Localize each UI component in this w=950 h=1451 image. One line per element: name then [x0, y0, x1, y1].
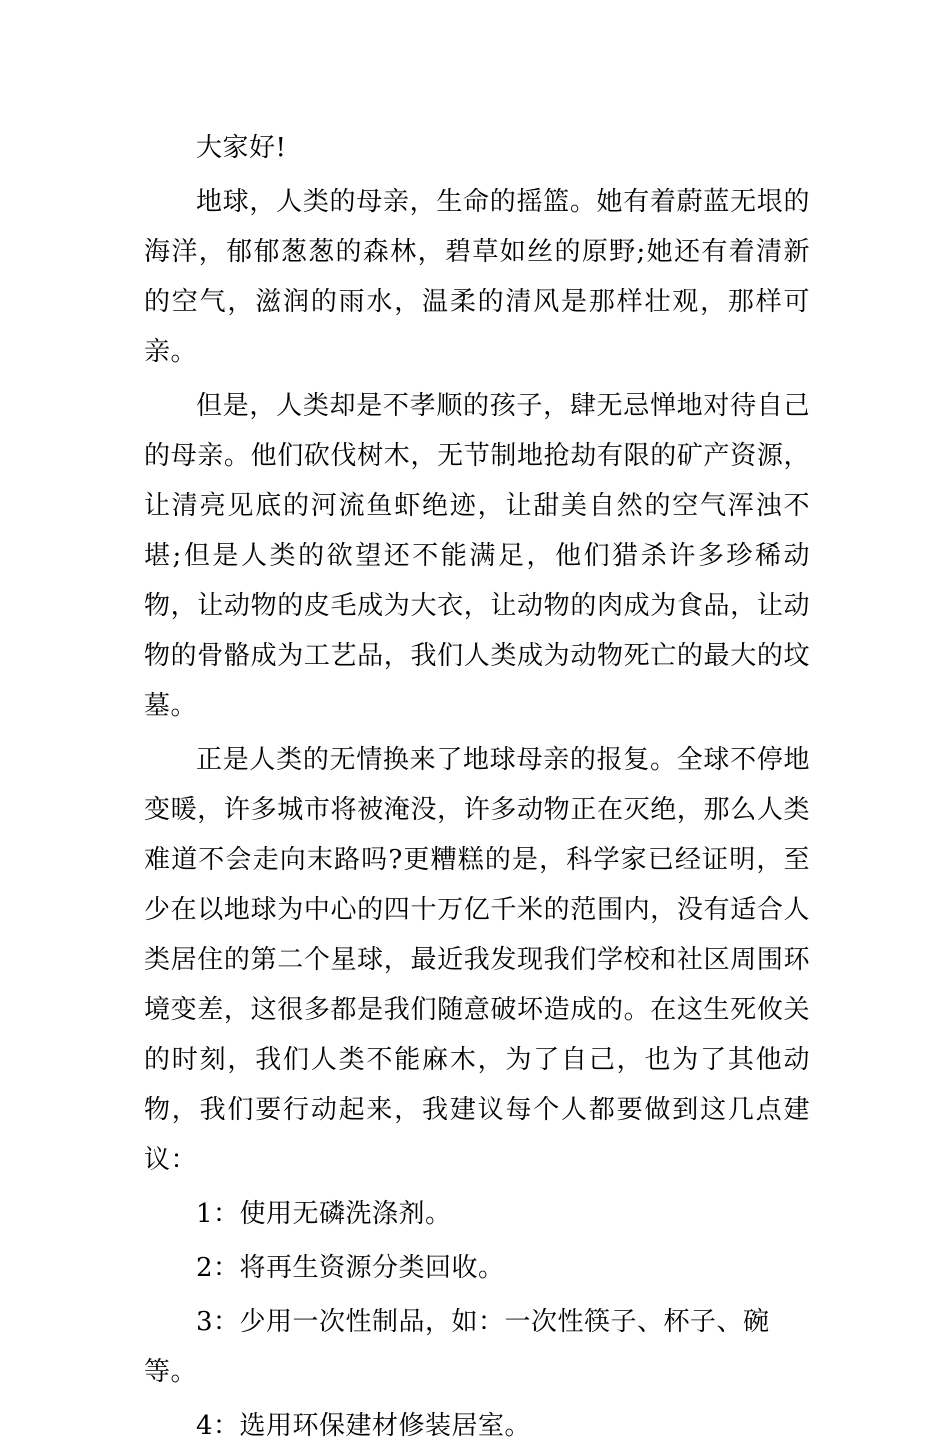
- suggestion-item: 4：选用环保建材修装居室。: [196, 1411, 532, 1441]
- suggestion-item: 3：少用一次性制品，如：一次性筷子、杯子、碗等。: [144, 1307, 770, 1387]
- paragraph-earth-revenge: 正是人类的无情换来了地球母亲的报复。全球不停地变暖，许多城市将被淹没，许多动物正在灭绝，那么人类难道不会走向末路吗?更糟糕的是，科学家已经证明，至少在以地球为中心的四十万亿千米的范围内，没有适合人类居住的第二个星球，最近我发现我们学校和社区周围环境变差，这很多都是我们随意破坏造成的。在这生死攸关的时刻，我们人类不能麻木，为了自己，也为了其他动物，我们要行动起来，我建议每个人都要做到这几点建议：: [144, 745, 810, 1175]
- suggestion-item: 1：使用无磷洗涤剂。: [196, 1199, 452, 1229]
- paragraph-human-damage: 但是，人类却是不孝顺的孩子，肆无忌惮地对待自己的母亲。他们砍伐树木，无节制地抢劫有限的矿产资源，让清亮见底的河流鱼虾绝迹，让甜美自然的空气浑浊不堪;但是人类的欲望还不能满足，他们猎杀许多珍稀动物，让动物的皮毛成为大衣，让动物的肉成为食品，让动物的骨骼成为工艺品，我们人类成为动物死亡的最大的坟墓。: [144, 391, 810, 721]
- suggestion-item: 2：将再生资源分类回收。: [196, 1253, 505, 1283]
- paragraph-earth-mother: 地球，人类的母亲，生命的摇篮。她有着蔚蓝无垠的海洋，郁郁葱葱的森林，碧草如丝的原野;她还有着清新的空气，滋润的雨水，温柔的清风是那样壮观，那样可亲。: [144, 187, 810, 367]
- greeting: 大家好!: [196, 133, 287, 163]
